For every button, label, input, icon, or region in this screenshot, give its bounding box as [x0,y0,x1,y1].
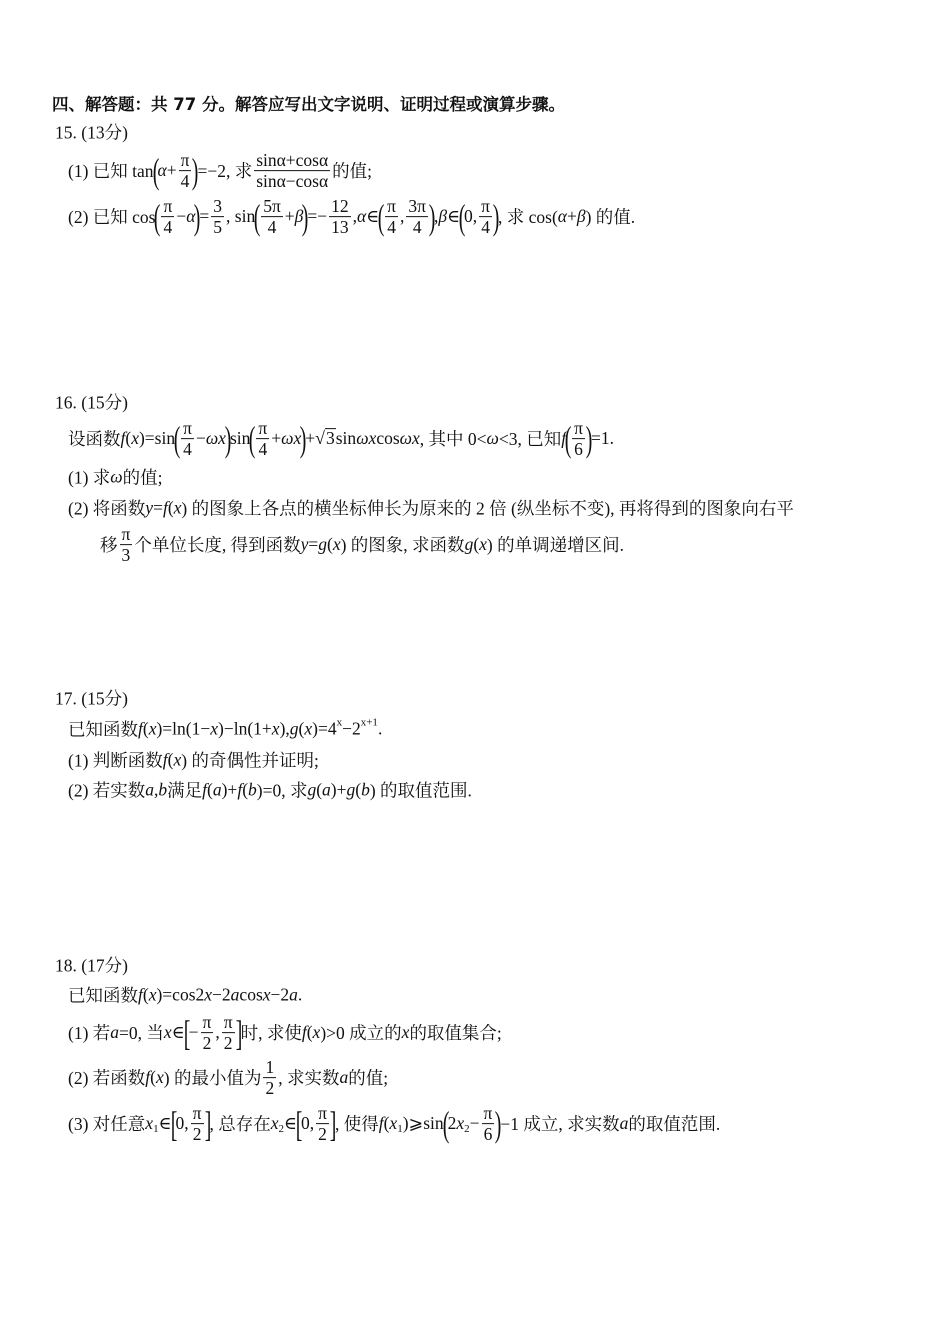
numerator: 5π [263,196,281,217]
text-run: (2) 已知 cos [68,207,156,228]
text-run: sin [335,428,357,449]
text-run: + [284,206,295,227]
math-variable: a [212,779,222,800]
numerator: 3 [213,196,223,217]
q16-part2-cont [100,525,624,565]
text-run: ( [125,428,132,449]
numerator: sinα+cosα [256,150,329,171]
square-root [315,429,336,450]
text-run: (1) 若 [68,1023,111,1044]
text-run: 17. (15分) [55,688,128,709]
q17-part1 [68,748,319,773]
text-run: 15. (13分) [55,122,128,143]
math-variable: f [162,497,168,518]
text-run: 0, [464,206,478,227]
delimiter: ] [235,1013,242,1053]
delimiter: ) [428,197,436,237]
denominator: 2 [223,1033,233,1054]
superscript: x+1 [360,716,378,728]
delimiter: ( [442,1104,449,1144]
numerator: π [180,150,190,171]
math-variable: y [145,497,154,518]
text-run: )=ln(1− [156,718,211,739]
q18-stem [68,983,302,1008]
math-variable: β [576,206,586,227]
q17-part2 [68,778,472,803]
text-run: =1. [590,428,614,449]
numerator: π [192,1103,202,1124]
math-variable: f [138,984,143,1005]
math-variable: g [289,718,299,739]
fraction [254,151,330,191]
math-variable: x [148,718,157,739]
denominator: 3 [121,545,131,566]
fraction [161,197,174,237]
math-variable: x [155,1067,164,1088]
math-variable: x [163,1022,172,1043]
text-run: (2) 若函数 [68,1068,146,1089]
q16-part1 [68,465,163,490]
text-run: . [377,718,383,739]
text-run: ) 的图象上各点的横坐标伸长为原来的 2 倍 (纵坐标不变), 再将得到的图象向右平 [181,498,794,519]
math-variable: x [312,1022,321,1043]
text-run: = [153,497,163,518]
subscript: 2 [464,1123,470,1135]
text-run: , 使得 [334,1114,379,1135]
text-run: , sin [226,206,256,227]
text-run: −1 成立, 求实数 [500,1114,620,1135]
text-run: −2 [270,984,290,1005]
denominator: 4 [481,217,490,238]
denominator: 4 [258,439,268,460]
text-run: − [176,206,187,227]
text-run: =− [307,206,328,227]
subscript: 1 [153,1123,159,1135]
text-run: )⩾sin [402,1113,444,1134]
math-variable: a,b [145,779,168,800]
fraction [316,1104,329,1144]
text-run: ) 的图象, 求函数 [340,535,465,556]
delimiter: ] [329,1104,337,1144]
numerator: π [121,524,131,545]
text-run: (2) 将函数 [68,498,146,519]
text-run: (3) 对任意 [68,1114,146,1135]
delimiter: ( [152,151,159,191]
delimiter: ) [585,419,593,459]
delimiter: ] [204,1104,211,1144]
text-run: + [271,428,282,449]
denominator: 2 [202,1033,212,1054]
delimiter: [ [183,1013,190,1053]
q16-title [55,390,128,415]
denominator: 2 [265,1078,275,1099]
text-run: ( [167,497,174,518]
text-run: )=cos2 [156,984,205,1005]
delimiter: [ [170,1104,177,1144]
math-variable: x [204,984,213,1005]
math-variable: a [289,984,298,1005]
math-variable: ω [110,466,123,487]
denominator: 4 [267,217,277,238]
fraction [179,151,192,191]
text-run: 四、解答题：共 77 分。解答应写出文字说明、证明过程或演算步骤。 [52,95,565,114]
math-variable: ωx [281,428,302,449]
text-run: ( [167,749,174,770]
fraction [191,1104,204,1144]
fraction [329,197,351,237]
denominator: 13 [331,217,349,238]
text-run: ∈ [447,206,461,227]
numerator: π [223,1012,233,1033]
delimiter: ) [492,197,500,237]
text-run: = [308,534,319,555]
text-run: 个单位长度, 得到函数 [134,535,301,556]
math-variable: β [438,206,448,227]
q16-part2 [68,496,794,521]
denominator: 4 [183,439,192,460]
denominator: 4 [387,217,396,238]
math-variable: a [110,1022,120,1043]
radical-sign: √ [315,428,325,449]
text-run: )>0 成立的 [320,1023,402,1044]
text-run: 设函数 [68,429,121,450]
math-variable: f [301,1022,307,1043]
math-variable: f [138,718,143,739]
q18-part2 [68,1058,388,1098]
denominator: 6 [574,439,583,460]
math-variable: f [145,1067,151,1088]
numerator: 1 [265,1057,275,1078]
fraction [263,1058,276,1098]
fraction [222,1013,235,1053]
text-run: 的值; [332,161,373,182]
text-run: − [195,428,206,449]
text-run: ( [150,1067,156,1088]
denominator: 6 [483,1124,493,1145]
math-variable: α [186,206,196,227]
text-run: (1) 已知 tan [68,161,154,182]
fraction [201,1013,214,1053]
math-variable: x [145,1113,154,1134]
fraction [479,197,492,237]
text-run: )=0, 求 [256,780,308,801]
q15-part1 [68,151,372,191]
math-variable: x [304,718,313,739]
fraction [482,1104,495,1144]
math-variable: x [479,534,487,555]
text-run: (1) 求 [68,467,111,488]
text-run: ) 的取值范围. [369,780,472,801]
math-variable: ω [486,428,499,449]
math-variable: f [202,779,208,800]
delimiter: ) [302,197,309,237]
text-run: ∈ [171,1022,185,1043]
text-run: 的取值集合; [409,1023,502,1044]
text-run: , 求 cos( [498,207,558,228]
text-run: , [215,1022,220,1043]
math-variable: x [271,718,280,739]
q18-part3 [68,1104,720,1144]
text-run: ), [279,718,290,739]
numerator: π [163,196,173,217]
text-run: ) 的单调递增区间. [486,535,624,556]
text-run: 已知函数 [68,719,138,740]
text-run: −2 [342,718,361,739]
math-variable: x [389,1113,398,1134]
denominator: sinα−cosα [256,171,329,192]
denominator: 2 [192,1124,202,1145]
math-variable: x [332,534,341,555]
q15-title [55,120,128,145]
text-run: ( [306,1022,313,1043]
math-variable: g [464,534,474,555]
text-run: (1) 判断函数 [68,750,163,771]
fraction [406,197,428,237]
text-run: ( [473,534,480,555]
numerator: 3π [408,196,426,217]
text-run: cos [239,984,263,1005]
math-variable: a [230,984,240,1005]
math-variable: x [210,718,219,739]
text-run: 0, [301,1113,315,1134]
math-variable: y [300,534,309,555]
fraction [211,197,224,237]
subscript: 1 [397,1123,403,1135]
delimiter: ) [224,419,232,459]
fraction [120,525,133,565]
fraction [572,419,585,459]
fraction [261,197,283,237]
text-run: . [297,984,303,1005]
superscript: x [336,716,343,728]
math-variable: g [307,779,317,800]
math-variable: b [361,779,370,800]
text-run: + [166,160,177,181]
text-run: ) 的值. [585,207,636,228]
delimiter: ) [299,419,307,459]
text-run: 16. (15分) [55,392,128,413]
numerator: π [202,1012,212,1033]
math-variable: g [346,779,356,800]
text-run: ( [355,779,362,800]
math-variable: a [322,779,331,800]
text-run: )−ln(1+ [218,718,272,739]
math-variable: b [248,779,257,800]
text-run: (2) 若实数 [68,780,146,801]
delimiter: ( [564,419,572,459]
fraction [181,419,194,459]
denominator: 4 [163,217,173,238]
text-run: , 其中 0< [419,429,487,450]
math-variable: a [619,1113,629,1134]
text-run: ( [242,779,249,800]
math-variable: x [131,428,139,449]
math-variable: x [270,1113,279,1134]
text-run: )=sin [138,428,176,449]
text-run: − [188,1022,199,1043]
text-run: )+ [221,779,238,800]
delimiter: ( [458,197,466,237]
text-run: , [400,206,405,227]
text-run: 18. (17分) [55,955,128,976]
text-run: , 求实数 [278,1068,340,1089]
fraction [256,419,269,459]
text-run: ( [298,718,305,739]
delimiter: ( [173,419,181,459]
math-variable: f [120,428,126,449]
text-run: 2 [447,1113,457,1134]
denominator: 4 [180,171,190,192]
q18-title [55,953,128,978]
text-run: ( [327,534,333,555]
text-run: 0, [175,1113,189,1134]
text-run: )+ [330,779,347,800]
text-run: ( [142,984,149,1005]
math-variable: ωx [205,428,226,449]
numerator: π [183,418,192,439]
denominator: 4 [412,217,422,238]
delimiter: [ [295,1104,303,1144]
text-run: 的值; [122,467,163,488]
section-heading [52,91,565,115]
math-variable: x [456,1113,465,1134]
math-variable: f [162,749,168,770]
fraction [385,197,398,237]
text-run: ) 的奇偶性并证明; [181,750,319,771]
text-run: , [352,206,358,227]
radicand: 3 [326,428,335,449]
numerator: π [481,196,491,217]
text-run: , [433,206,439,227]
math-variable: α [357,206,367,227]
math-variable: α [157,160,167,181]
text-run: )=4 [312,718,337,739]
delimiter: ) [192,151,199,191]
text-run: sin [229,428,251,449]
subscript: 2 [278,1123,285,1135]
delimiter: ) [495,1104,502,1144]
text-run: ∈ [158,1113,172,1134]
delimiter: ( [249,419,256,459]
math-variable: α [557,206,567,227]
text-run: =−2, 求 [197,161,253,182]
text-run: ∈ [284,1113,297,1134]
text-run: − [469,1113,480,1134]
text-run: ( [142,718,149,739]
denominator: 5 [213,217,223,238]
text-run: + [305,428,316,449]
text-run: ( [383,1113,390,1134]
delimiter: ( [377,197,385,237]
numerator: π [574,418,583,439]
q17-stem [68,717,382,742]
delimiter: ( [154,197,161,237]
math-variable: x [173,749,182,770]
math-variable: x [148,984,157,1005]
denominator: 2 [318,1124,327,1145]
q16-stem [68,419,614,459]
text-run: <3, 已知 [498,429,562,450]
text-run: = [199,206,210,227]
text-run: =0, 当 [119,1023,164,1044]
text-run: cos [376,428,400,449]
text-run: ( [207,779,213,800]
math-variable: x [173,497,182,518]
math-variable: f [378,1113,384,1134]
text-run: + [566,206,577,227]
delimiter: ) [194,197,201,237]
text-run: 的取值范围. [628,1114,721,1135]
math-variable: x [401,1022,410,1043]
math-variable: β [294,206,304,227]
numerator: π [483,1103,493,1124]
text-run: 移 [100,535,118,556]
text-run: ∈ [366,206,380,227]
text-run: 的值; [348,1068,389,1089]
math-variable: ωx [399,428,420,449]
math-variable: x [262,984,271,1005]
math-variable: a [339,1067,349,1088]
text-run: , 总存在 [209,1114,271,1135]
math-variable: ωx [356,428,377,449]
delimiter: ( [253,197,261,237]
text-run: −2 [212,984,231,1005]
numerator: 12 [331,196,349,217]
math-variable: g [318,534,327,555]
text-run: ) 的最小值为 [163,1068,262,1089]
numerator: π [258,418,268,439]
text-run: ( [316,779,323,800]
text-run: 已知函数 [68,985,138,1006]
text-run: 满足 [167,780,203,801]
q18-part1 [68,1013,502,1053]
q17-title [55,686,128,711]
numerator: π [318,1103,327,1124]
numerator: π [387,196,397,217]
math-variable: f [237,779,243,800]
text-run: 时, 求使 [240,1023,302,1044]
q15-part2 [68,197,635,237]
math-variable: f [561,428,567,449]
